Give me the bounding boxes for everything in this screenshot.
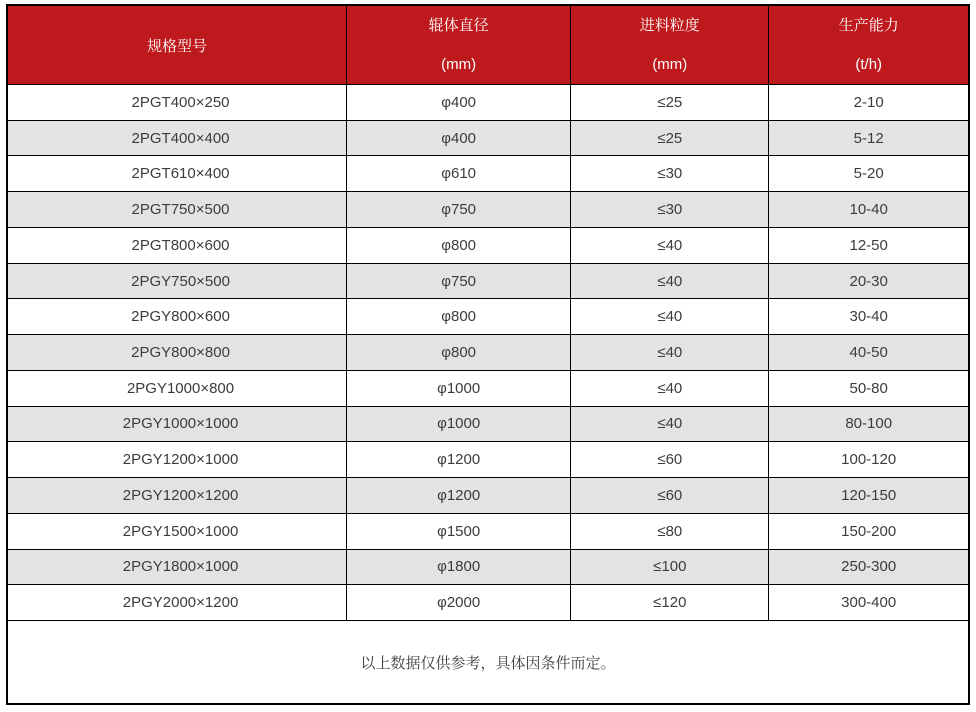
header-roller-diameter-label: 辊体直径 — [428, 17, 489, 34]
feed-size-cell: ≤100 — [571, 549, 769, 585]
spec-table — [6, 4, 970, 705]
capacity-cell: 10-40 — [769, 192, 969, 228]
feed-size-cell: ≤60 — [571, 478, 769, 514]
roller-diameter-cell: φ750 — [347, 263, 571, 299]
roller-diameter-cell: φ1200 — [347, 442, 571, 478]
model-cell: 2PGT610×400 — [7, 156, 347, 192]
model-cell: 2PGT400×400 — [7, 120, 347, 156]
header-feed-size-label: 进料粒度 — [639, 17, 700, 34]
header-capacity-unit: (t/h) — [855, 56, 883, 73]
feed-size-cell: ≤40 — [571, 335, 769, 371]
model-cell: 2PGT750×500 — [7, 192, 347, 228]
feed-size-cell: ≤40 — [571, 227, 769, 263]
header-model — [7, 5, 347, 85]
header-model-label: 规格型号 — [147, 37, 208, 55]
table-row — [7, 192, 969, 228]
feed-size-cell: ≤30 — [571, 156, 769, 192]
header-roller-diameter-unit: (mm) — [441, 56, 477, 73]
table-row — [7, 478, 969, 514]
table-row — [7, 549, 969, 585]
model-cell: 2PGY800×800 — [7, 335, 347, 371]
roller-diameter-cell: φ400 — [347, 85, 571, 121]
roller-diameter-cell: φ800 — [347, 227, 571, 263]
model-cell: 2PGY1000×800 — [7, 370, 347, 406]
table-row — [7, 585, 969, 621]
feed-size-cell: ≤60 — [571, 442, 769, 478]
table-row — [7, 513, 969, 549]
header-roller-diameter — [347, 5, 571, 85]
header-row — [7, 5, 969, 85]
model-cell: 2PGT800×600 — [7, 227, 347, 263]
roller-diameter-cell: φ400 — [347, 120, 571, 156]
table-row — [7, 335, 969, 371]
model-cell: 2PGY750×500 — [7, 263, 347, 299]
header-capacity — [769, 5, 969, 85]
table-row — [7, 263, 969, 299]
capacity-cell: 5-12 — [769, 120, 969, 156]
feed-size-cell: ≤120 — [571, 585, 769, 621]
roller-diameter-cell: φ1000 — [347, 370, 571, 406]
spec-table-body — [7, 85, 969, 621]
model-cell: 2PGT400×250 — [7, 85, 347, 121]
table-header — [7, 5, 969, 85]
feed-size-cell: ≤40 — [571, 406, 769, 442]
model-cell: 2PGY1800×1000 — [7, 549, 347, 585]
table-row — [7, 120, 969, 156]
model-cell: 2PGY1000×1000 — [7, 406, 347, 442]
model-cell: 2PGY2000×1200 — [7, 585, 347, 621]
feed-size-cell: ≤80 — [571, 513, 769, 549]
roller-diameter-cell: φ800 — [347, 335, 571, 371]
model-cell: 2PGY1200×1000 — [7, 442, 347, 478]
capacity-cell: 30-40 — [769, 299, 969, 335]
feed-size-cell: ≤25 — [571, 120, 769, 156]
capacity-cell: 120-150 — [769, 478, 969, 514]
table-row — [7, 299, 969, 335]
capacity-cell: 300-400 — [769, 585, 969, 621]
feed-size-cell: ≤40 — [571, 263, 769, 299]
model-cell: 2PGY1200×1200 — [7, 478, 347, 514]
roller-diameter-cell: φ800 — [347, 299, 571, 335]
roller-diameter-cell: φ2000 — [347, 585, 571, 621]
roller-diameter-cell: φ610 — [347, 156, 571, 192]
feed-size-cell: ≤30 — [571, 192, 769, 228]
footer-row — [7, 621, 969, 704]
capacity-cell: 50-80 — [769, 370, 969, 406]
header-feed-size — [571, 5, 769, 85]
capacity-cell: 12-50 — [769, 227, 969, 263]
table-footer — [7, 621, 969, 704]
table-row — [7, 85, 969, 121]
model-cell: 2PGY800×600 — [7, 299, 347, 335]
capacity-cell: 250-300 — [769, 549, 969, 585]
roller-diameter-cell: φ1500 — [347, 513, 571, 549]
roller-diameter-cell: φ1000 — [347, 406, 571, 442]
model-cell: 2PGY1500×1000 — [7, 513, 347, 549]
roller-crusher-spec-table — [6, 4, 970, 705]
table-row — [7, 370, 969, 406]
roller-diameter-cell: φ1800 — [347, 549, 571, 585]
table-row — [7, 156, 969, 192]
capacity-cell: 20-30 — [769, 263, 969, 299]
header-capacity-label: 生产能力 — [838, 17, 899, 34]
capacity-cell: 100-120 — [769, 442, 969, 478]
feed-size-cell: ≤40 — [571, 370, 769, 406]
capacity-cell: 150-200 — [769, 513, 969, 549]
roller-diameter-cell: φ1200 — [347, 478, 571, 514]
header-feed-size-unit: (mm) — [652, 56, 688, 73]
capacity-cell: 2-10 — [769, 85, 969, 121]
feed-size-cell: ≤25 — [571, 85, 769, 121]
capacity-cell: 40-50 — [769, 335, 969, 371]
capacity-cell: 80-100 — [769, 406, 969, 442]
table-row — [7, 442, 969, 478]
table-row — [7, 227, 969, 263]
table-row — [7, 406, 969, 442]
feed-size-cell: ≤40 — [571, 299, 769, 335]
capacity-cell: 5-20 — [769, 156, 969, 192]
roller-diameter-cell: φ750 — [347, 192, 571, 228]
footnote: 以上数据仅供参考，具体因条件而定。 — [7, 621, 969, 704]
